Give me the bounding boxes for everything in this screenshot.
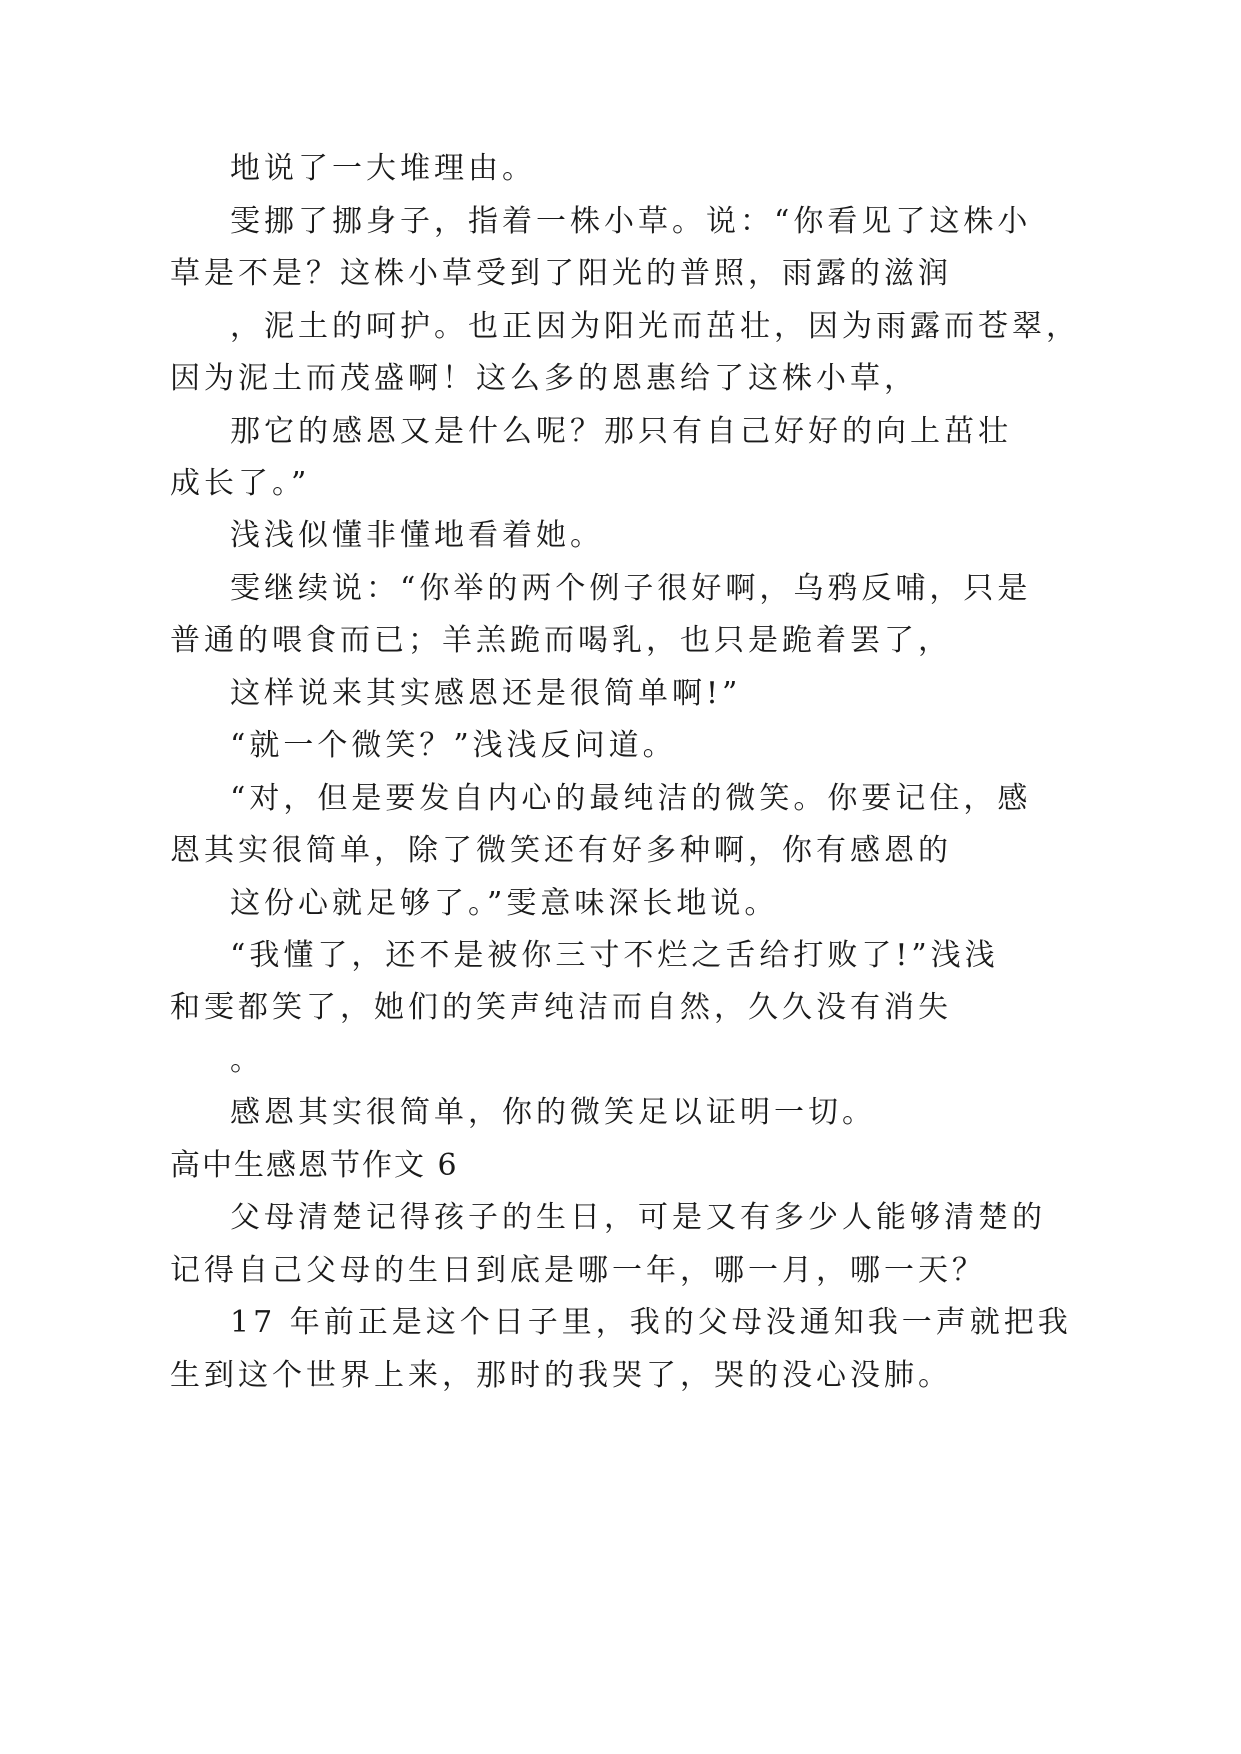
text-line: “就一个微笑？”浅浅反问道。 [230, 728, 677, 763]
text-line: 感恩其实很简单，你的微笑足以证明一切。 [230, 1095, 876, 1130]
text-line: 雯继续说：“你举的两个例子很好啊，乌鸦反哺，只是 [230, 571, 1032, 606]
text-line: 因为泥土而茂盛啊！这么多的恩惠给了这株小草， [170, 361, 918, 396]
text-line: 草是不是？这株小草受到了阳光的普照，雨露的滋润 [170, 256, 952, 291]
text-line: 这样说来其实感恩还是很简单啊!” [230, 676, 742, 711]
text-line: 成长了。” [170, 466, 311, 501]
text-line: 。 [230, 1043, 264, 1078]
text-line: “我懂了，还不是被你三寸不烂之舌给打败了!”浅浅 [230, 938, 999, 973]
text-line: 雯挪了挪身子，指着一株小草。说：“你看见了这株小 [230, 204, 1032, 239]
text-line: 那它的感恩又是什么呢？那只有自己好好的向上茁壮 [230, 414, 1012, 449]
text-line: 17 年前正是这个日子里，我的父母没通知我一声就把我 [230, 1305, 1072, 1340]
text-line: 地说了一大堆理由。 [230, 151, 536, 186]
text-line: 和雯都笑了，她们的笑声纯洁而自然，久久没有消失 [170, 990, 952, 1025]
text-line: 父母清楚记得孩子的生日，可是又有多少人能够清楚的 [230, 1200, 1046, 1235]
text-line: 生到这个世界上来，那时的我哭了，哭的没心没肺。 [170, 1358, 952, 1393]
text-line: 浅浅似懂非懂地看着她。 [230, 518, 604, 553]
text-line: 这份心就足够了。”雯意味深长地说。 [230, 886, 779, 921]
text-line: 普通的喂食而已；羊羔跪而喝乳，也只是跪着罢了， [170, 623, 952, 658]
section-heading: 高中生感恩节作文 6 [170, 1148, 459, 1183]
text-line: 恩其实很简单，除了微笑还有好多种啊，你有感恩的 [170, 833, 952, 868]
text-line: ，泥土的呵护。也正因为阳光而茁壮，因为雨露而苍翠， [230, 309, 1080, 344]
text-line: 记得自己父母的生日到底是哪一年，哪一月，哪一天？ [170, 1253, 986, 1288]
text-line: “对，但是要发自内心的最纯洁的微笑。你要记住，感 [230, 781, 1032, 816]
